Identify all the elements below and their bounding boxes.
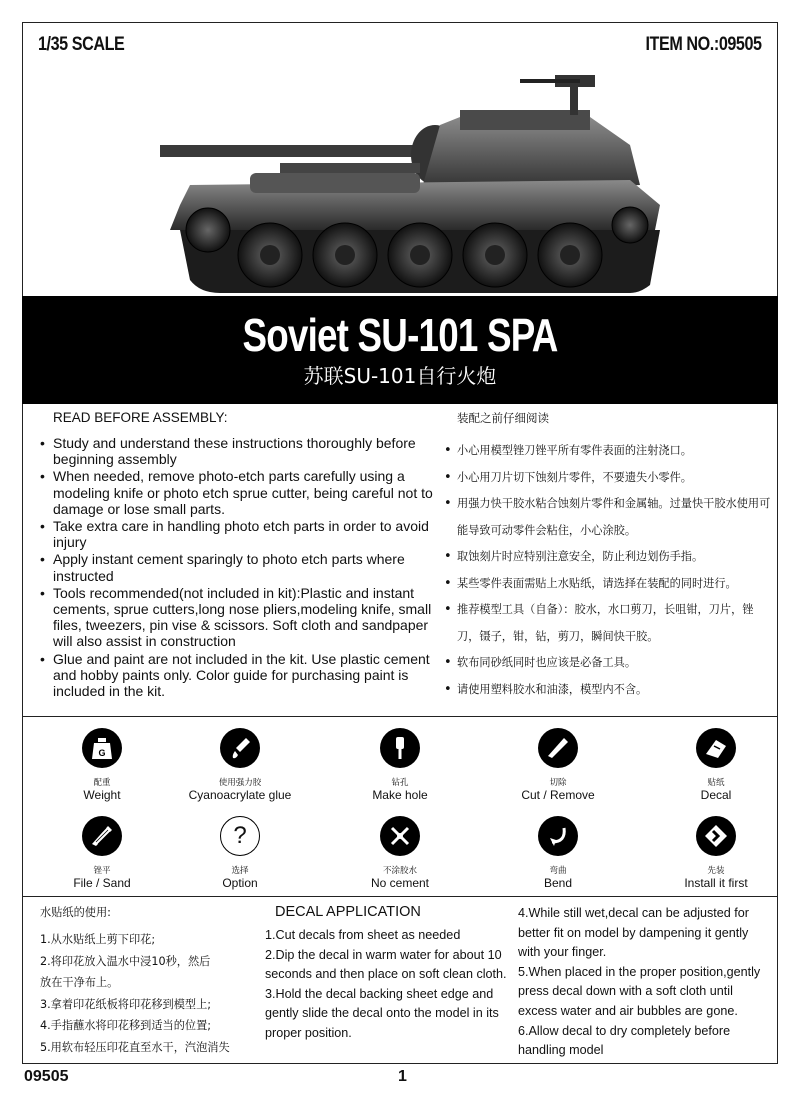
- decal-line: with your finger.: [518, 945, 607, 960]
- legend-cut: [478, 728, 638, 802]
- divider: [22, 896, 778, 897]
- legend-cn: 使用强力胶: [218, 778, 262, 788]
- legend-en: No cement: [370, 876, 430, 890]
- list-item: • Study and understand these instructions thoroughly before beginning assembly: [40, 435, 436, 467]
- weight-icon: [82, 728, 122, 768]
- list-item: • Apply instant cement sparingly to photo etch parts where instructed: [40, 551, 436, 583]
- legend-en: Weight: [83, 788, 121, 802]
- legend-weight: [22, 728, 182, 802]
- decal-instructions-en: [265, 904, 520, 1044]
- divider: [22, 716, 778, 717]
- legend-cn: 配重: [93, 778, 111, 788]
- list-item: • 小心用模型锉刀锉平所有零件表面的注射浇口。: [444, 438, 774, 465]
- list-item: • When needed, remove photo-etch parts carefully using a modeling knife or photo etch sprue cutter, being careful not to damage or lose small parts.: [40, 468, 436, 517]
- decal-line: 5.When placed in the proper position,gently: [518, 964, 761, 979]
- decal-line: 3.Hold the decal backing sheet edge and: [265, 986, 494, 1001]
- decal-line: 5.用软布轻压印花直至水干，汽泡消失: [40, 1040, 230, 1054]
- item-number: ITEM NO.:09505: [645, 34, 762, 55]
- title-en: Soviet SU-101 SPA: [242, 309, 558, 361]
- decal-line: 放在干净布上。: [40, 976, 119, 989]
- legend-en: File / Sand: [73, 876, 131, 890]
- footer-item-number: 09505: [24, 1068, 69, 1085]
- list-item: • Tools recommended(not included in kit):Plastic and instant cements, sprue cutters,long nose pliers,modeling knife, small files, tweezers, pin vise & scissors. Soft cloth and sandpaper will also assist in construction: [40, 585, 436, 650]
- legend-decal: [636, 728, 796, 802]
- legend-cn: 锉平: [93, 866, 111, 876]
- list-item: • 小心用刀片切下蚀刻片零件，不要遗失小零件。: [444, 465, 774, 492]
- decal-heading-en: DECAL APPLICATION: [275, 904, 421, 920]
- legend-en: Option: [222, 876, 258, 890]
- no-cement-icon: [380, 816, 420, 856]
- list-item: • Glue and paint are not included in the kit. Use plastic cement and hobby paints only. Color guide for purchasing paint is included in the kit.: [40, 651, 436, 700]
- legend-cn: 先装: [707, 866, 725, 876]
- decal-instructions-en-cont: [518, 904, 768, 1061]
- option-glyph: ?: [233, 822, 247, 849]
- cut-icon: [538, 728, 578, 768]
- legend-en: Make hole: [372, 788, 428, 802]
- legend-cn: 贴纸: [707, 778, 725, 788]
- weight-glyph: G: [98, 748, 106, 758]
- legend-en: Bend: [543, 876, 573, 890]
- legend-cn: 弯曲: [549, 866, 567, 876]
- legend-en: Cyanoacrylate glue: [188, 788, 292, 802]
- decal-line: 4.While still wet,decal can be adjusted for: [518, 906, 750, 920]
- decal-line: seconds and then place on soft clean cloth.: [265, 967, 507, 982]
- decal-line: better fit on model by dampening it gently: [518, 925, 749, 940]
- glue-icon: [220, 728, 260, 768]
- decal-line: gently slide the decal onto the model in its: [265, 1006, 499, 1021]
- list-item: • 用强力快干胶水粘合蚀刻片零件和金属轴。过量快干胶水使用可能导致可动零件会粘住，小心涂胶。: [444, 491, 774, 544]
- legend-en: Cut / Remove: [521, 788, 595, 802]
- tank-illustration: [160, 55, 680, 295]
- legend-cn: 不涂胶水: [382, 866, 417, 876]
- bend-icon: [538, 816, 578, 856]
- decal-line: press decal down with a soft cloth until: [518, 984, 733, 999]
- read-before-heading-en: READ BEFORE ASSEMBLY:: [53, 410, 228, 425]
- title-cn: 苏联SU-101自行火炮: [303, 364, 497, 388]
- decal-heading-cn: 水贴纸的使用:: [40, 906, 111, 919]
- page-number: 1: [398, 1068, 407, 1085]
- decal-line: proper position.: [265, 1025, 352, 1040]
- decal-line: handling model: [518, 1043, 604, 1058]
- legend-file: [22, 816, 182, 890]
- legend-cn: 钻孔: [391, 778, 409, 788]
- legend-drill: [320, 728, 480, 802]
- list-item: • 软布同砂纸同时也应该是必备工具。: [444, 650, 774, 677]
- decal-line: excess water and air bubbles are gone.: [518, 1003, 738, 1018]
- file-icon: [82, 816, 122, 856]
- decal-instructions-cn: [40, 904, 260, 1058]
- question-icon: [220, 816, 260, 856]
- legend-en: Decal: [700, 788, 732, 802]
- read-before-en: [40, 410, 436, 700]
- decal-line: 4.手指蘸水将印花移到适当的位置;: [40, 1019, 212, 1032]
- legend-bend: [478, 816, 638, 890]
- list-item: • 请使用塑料胶水和油漆，模型内不含。: [444, 677, 774, 704]
- read-before-heading-cn: 装配之前仔细阅读: [457, 411, 549, 425]
- decal-line: 2.Dip the decal in warm water for about 10: [265, 947, 502, 962]
- legend-install-first: [636, 816, 796, 890]
- list-item: • 取蚀刻片时应特别注意安全，防止利边划伤手指。: [444, 544, 774, 571]
- title-banner: [22, 296, 778, 404]
- drill-icon: [380, 728, 420, 768]
- legend-cn: 选择: [231, 866, 249, 876]
- legend-glue: [160, 728, 320, 802]
- decal-icon: [696, 728, 736, 768]
- legend-cn: 切除: [549, 778, 567, 788]
- legend-no-cement: [320, 816, 480, 890]
- legend-option: [160, 816, 320, 890]
- decal-line: 2.将印花放入温水中浸10秒，然后: [40, 954, 211, 968]
- legend-en: Install it first: [684, 876, 748, 890]
- list-item: • Take extra care in handling photo etch parts in order to avoid injury: [40, 518, 436, 550]
- list-item: • 推荐模型工具（自备）：胶水，水口剪刀，长咀钳，刀片，锉刀，镊子，钳，钻，剪刀，瞬间快干胶。: [444, 597, 774, 650]
- install-first-icon: [696, 816, 736, 856]
- read-before-cn: [444, 410, 774, 703]
- decal-line: 1.Cut decals from sheet as needed: [265, 928, 461, 942]
- decal-line: 3.拿着印花纸板将印花移到模型上;: [40, 997, 212, 1011]
- decal-line: 6.Allow decal to dry completely before: [518, 1023, 731, 1038]
- scale-label: 1/35 SCALE: [38, 34, 125, 55]
- list-item: • 某些零件表面需贴上水贴纸，请选择在装配的同时进行。: [444, 571, 774, 598]
- decal-line: 1.从水贴纸上剪下印花;: [40, 933, 156, 946]
